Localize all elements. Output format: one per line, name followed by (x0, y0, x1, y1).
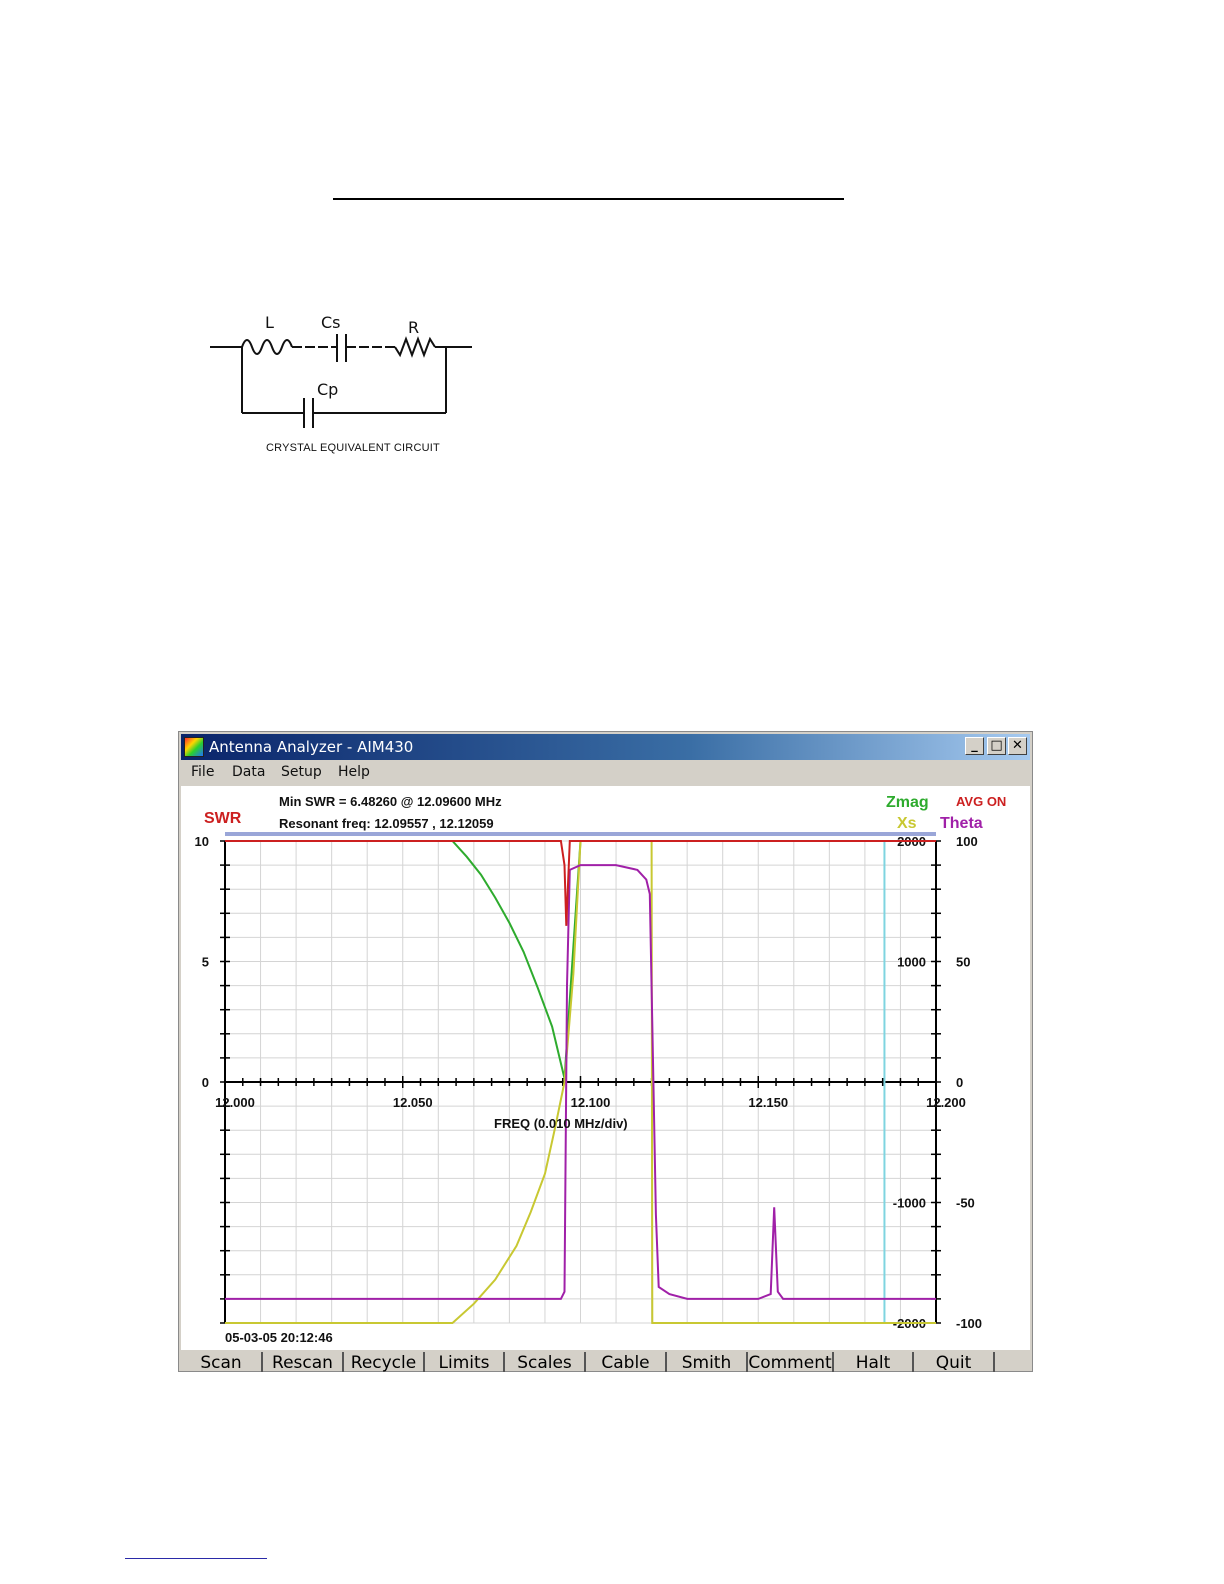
circuit-caption: CRYSTAL EQUIVALENT CIRCUIT (266, 442, 440, 454)
footnote-rule (125, 1558, 267, 1559)
swr-tick-label: 5 (201, 954, 209, 970)
resonant-freq-readout: Resonant freq: 12.09557 , 12.12059 (279, 816, 494, 831)
z-tick-label: -2000 (892, 1316, 926, 1331)
x-tick-label: 12.100 (570, 1095, 611, 1110)
x-tick-label: 12.200 (926, 1095, 966, 1110)
z-tick-label: -1000 (892, 1195, 926, 1211)
min-swr-readout: Min SWR = 6.48260 @ 12.09600 MHz (279, 794, 502, 809)
timestamp: 05-03-05 20:12:46 (225, 1330, 333, 1345)
maximize-button[interactable]: □ (987, 737, 1006, 755)
label-Cp: Cp (317, 380, 339, 399)
comment-button[interactable]: Comment (748, 1352, 834, 1372)
close-button[interactable]: ✕ (1008, 737, 1027, 755)
recycle-button[interactable]: Recycle (344, 1352, 425, 1372)
legend-zmag: Zmag (886, 794, 929, 811)
z-tick-label: 2000 (897, 834, 926, 849)
legend-theta: Theta (940, 815, 983, 832)
menu-setup[interactable]: Setup (281, 764, 322, 780)
limits-button[interactable]: Limits (425, 1352, 505, 1372)
top-rule (333, 198, 844, 200)
theta-tick-label: 50 (956, 954, 971, 970)
theta-tick-label: 100 (956, 834, 978, 849)
swr-tick-label: 0 (201, 1075, 209, 1090)
legend-avg: AVG ON (956, 794, 1007, 809)
smith-button[interactable]: Smith (667, 1352, 748, 1372)
swr-chart[interactable] (181, 786, 1030, 1350)
scan-button[interactable]: Scan (181, 1352, 263, 1372)
title-bar[interactable] (181, 734, 1030, 760)
menu-data[interactable]: Data (232, 764, 266, 780)
swr-tick-label: 10 (194, 834, 209, 849)
scales-button[interactable]: Scales (505, 1352, 586, 1372)
legend-xs: Xs (897, 815, 917, 832)
minimize-button[interactable]: _ (965, 737, 984, 755)
z-tick-label: 1000 (897, 954, 926, 970)
x-tick-label: 12.050 (392, 1095, 433, 1110)
label-L: L (265, 313, 274, 332)
theta-tick-label: 0 (956, 1075, 964, 1090)
plot-area[interactable] (181, 786, 1030, 1350)
menu-bar (181, 762, 1030, 784)
button-bar (181, 1352, 1030, 1372)
analyzer-window (178, 731, 1033, 1372)
x-tick-label: 12.000 (215, 1095, 255, 1110)
quit-button[interactable]: Quit (914, 1352, 995, 1372)
theta-tick-label: -100 (956, 1316, 983, 1331)
menu-help[interactable]: Help (338, 764, 370, 780)
menu-file[interactable]: File (191, 764, 215, 780)
x-axis-label: FREQ (0.010 MHz/div) (494, 1116, 628, 1131)
label-R: R (408, 318, 420, 337)
cable-button[interactable]: Cable (586, 1352, 667, 1372)
halt-button[interactable]: Halt (834, 1352, 914, 1372)
label-Cs: Cs (321, 313, 341, 332)
theta-tick-label: -50 (956, 1195, 975, 1211)
window-title: Antenna Analyzer - AIM430 (209, 738, 414, 756)
rescan-button[interactable]: Rescan (263, 1352, 344, 1372)
x-tick-label: 12.150 (748, 1095, 789, 1110)
legend-swr: SWR (204, 810, 242, 827)
app-icon (184, 737, 204, 757)
